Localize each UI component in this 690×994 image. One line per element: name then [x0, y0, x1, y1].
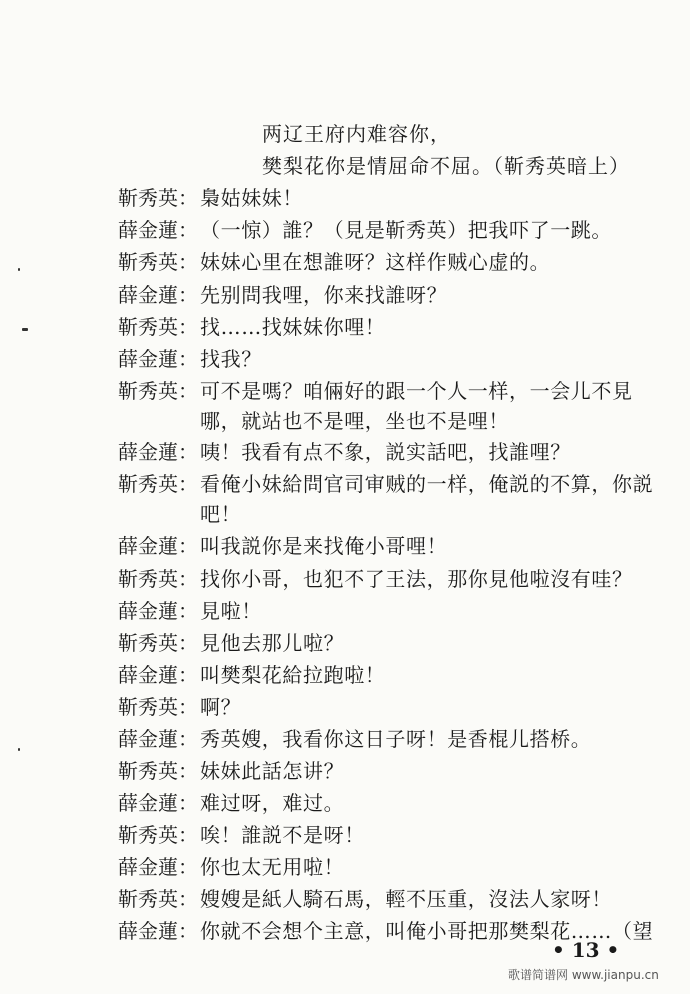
- dialogue-text: 梟姑妹妹！: [200, 186, 303, 210]
- dialogue-text: 見啦！: [200, 599, 262, 623]
- dialogue-text: 秀英嫂，我看你这日子呀！是香棍儿搭桥。: [200, 727, 592, 751]
- dialogue-text: 找……找妹妹你哩！: [200, 315, 386, 339]
- verse-line-1: 两辽王府内难容你，: [262, 122, 451, 146]
- dialogue-text: 难过呀，难过。: [200, 791, 345, 815]
- speaker-name: 薛金蓮：: [118, 440, 198, 464]
- speaker-name: 薛金蓮：: [118, 599, 198, 623]
- speaker-name: 薛金蓮：: [118, 727, 198, 751]
- speaker-name: 靳秀英：: [118, 695, 198, 719]
- speaker-name: 薛金蓮：: [118, 347, 198, 371]
- dialogue-text: 嫂嫂是紙人騎石馬，輕不压重，沒法人家呀！: [200, 887, 612, 911]
- scan-speck: [18, 748, 20, 751]
- dialogue-text: 可不是嗎？咱倆好的跟一个人一样，一会儿不見: [200, 379, 633, 403]
- dialogue-continuation: 哪，就站也不是哩，坐也不是哩！: [200, 409, 509, 433]
- dialogue-text: 見他去那儿啦？: [200, 631, 345, 655]
- speaker-name: 薛金蓮：: [118, 663, 198, 687]
- speaker-name: 靳秀英：: [118, 250, 198, 274]
- dialogue-text: 妹妹此話怎讲？: [200, 759, 345, 783]
- speaker-name: 靳秀英：: [118, 567, 198, 591]
- speaker-name: 靳秀英：: [118, 186, 198, 210]
- dialogue-text: 咦！我看有点不象，説实話吧，找誰哩？: [200, 440, 571, 464]
- speaker-name: 薛金蓮：: [118, 919, 198, 943]
- speaker-name: 靳秀英：: [118, 379, 198, 403]
- scan-speck: [22, 328, 28, 331]
- dialogue-text: 找我？: [200, 347, 262, 371]
- speaker-name: 靳秀英：: [118, 823, 198, 847]
- dialogue-text: 你就不会想个主意，叫俺小哥把那樊梨花……（望: [200, 919, 654, 943]
- speaker-name: 靳秀英：: [118, 759, 198, 783]
- speaker-name: 薛金蓮：: [118, 218, 198, 242]
- dialogue-text: 看俺小妹給問官司审贼的一样，俺説的不算，你説: [200, 472, 654, 496]
- speaker-name: 靳秀英：: [118, 631, 198, 655]
- dialogue-continuation: 吧！: [200, 502, 242, 526]
- speaker-name: 薛金蓮：: [118, 855, 198, 879]
- dialogue-text: 先别問我哩，你来找誰呀？: [200, 283, 448, 307]
- dialogue-text: 唉！誰説不是呀！: [200, 823, 365, 847]
- speaker-name: 靳秀英：: [118, 315, 198, 339]
- page-number: • 13 •: [552, 938, 620, 962]
- verse-line-2: 樊梨花你是情屈命不屈。（靳秀英暗上）: [262, 154, 630, 178]
- dialogue-text: 妹妹心里在想誰呀？这样作贼心虚的。: [200, 250, 551, 274]
- speaker-name: 薛金蓮：: [118, 534, 198, 558]
- dialogue-text: 你也太无用啦！: [200, 855, 345, 879]
- speaker-name: 薛金蓮：: [118, 791, 198, 815]
- dialogue-text: 叫樊梨花給拉跑啦！: [200, 663, 386, 687]
- speaker-name: 薛金蓮：: [118, 283, 198, 307]
- watermark: 歌谱简谱网 www.jianpu.cn: [508, 968, 659, 982]
- dialogue-text: 啊？: [200, 695, 242, 719]
- speaker-name: 靳秀英：: [118, 887, 198, 911]
- dialogue-text: 找你小哥，也犯不了王法，那你見他啦沒有哇？: [200, 567, 633, 591]
- scan-speck: [18, 268, 20, 271]
- dialogue-text: 叫我説你是来找俺小哥哩！: [200, 534, 448, 558]
- speaker-name: 靳秀英：: [118, 472, 198, 496]
- dialogue-text: （一惊）誰？（見是靳秀英）把我吓了一跳。: [200, 218, 612, 242]
